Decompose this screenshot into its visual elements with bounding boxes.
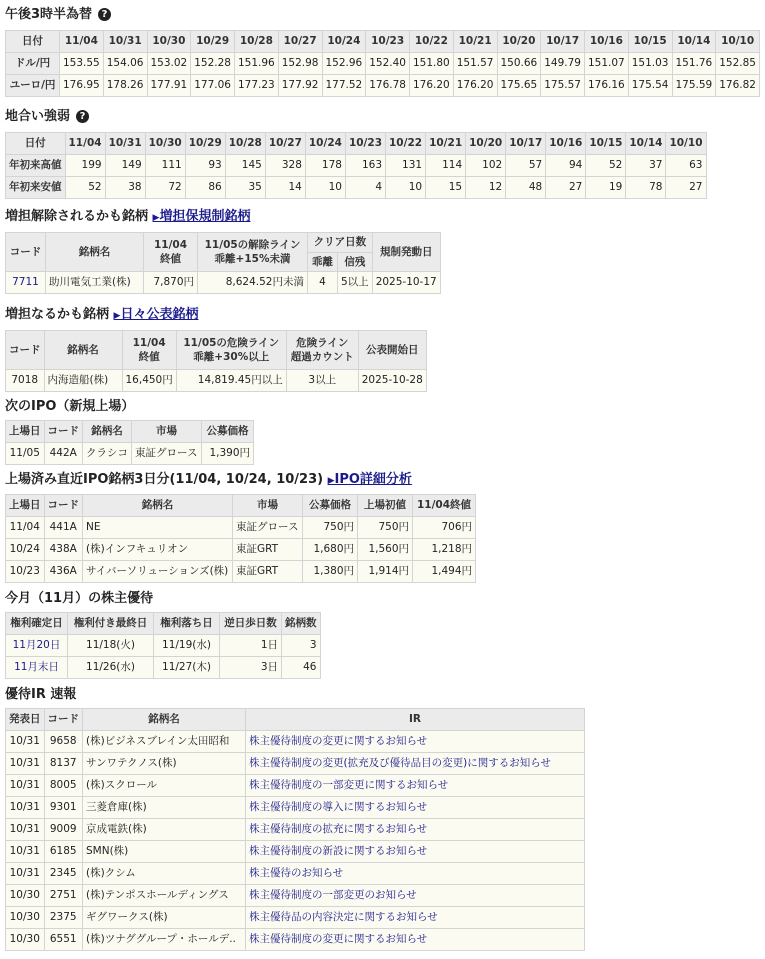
date-header: 10/31 [103,31,147,53]
value-cell: 145 [225,155,265,177]
date-header: 10/20 [497,31,541,53]
stock-name: (株)テンポスホールディングス [83,885,246,907]
stock-name: サイバーソリューションズ(株) [83,561,233,583]
recent-ipo-table [5,494,476,583]
date-header: 10/14 [626,133,666,155]
col-header: 権利落ち日 [154,613,220,635]
col-header: 危険ライン 超過カウント [286,331,358,370]
header-row [6,495,476,517]
row-header: 日付 [6,133,66,155]
value-cell: 151.57 [453,53,497,75]
table-row [6,53,760,75]
date-header: 10/31 [105,133,145,155]
yutai-month-section [5,590,321,679]
stock-code: 441A [44,517,83,539]
first-price: 750円 [358,517,413,539]
regulation-date: 2025-10-17 [372,272,440,294]
announce-date: 10/31 [6,797,45,819]
table-row [6,517,476,539]
close-price: 16,450円 [122,370,176,392]
date-header: 10/20 [466,133,506,155]
header-row [6,31,760,53]
value-cell: 38 [105,177,145,199]
value-cell: 27 [546,177,586,199]
row-label: ドル/円 [6,53,60,75]
col-header: 発表日 [6,709,45,731]
col-header: 銘柄名 [83,421,132,443]
value-cell: 177.52 [322,75,366,97]
stock-code: 6185 [44,841,83,863]
value-cell: 10 [386,177,426,199]
ir-link[interactable]: 株主優待制度の拡充に関するお知らせ [249,823,428,835]
fx-table [5,30,760,97]
value-cell: 151.76 [672,53,716,75]
table-row [6,75,760,97]
table-row [6,753,585,775]
last-trading-date: 11/26(水) [68,657,154,679]
col-header: 11/05の解除ライン 乖離+15%未満 [198,233,308,272]
value-cell: 152.40 [366,53,410,75]
ipo-title: 次のIPO（新規上場） [5,399,135,414]
strength-title: 地合い強弱 ? [5,108,707,126]
help-icon[interactable]: ? [98,8,111,21]
date-header: 10/24 [305,133,345,155]
header-row [6,613,321,635]
col-header: 市場 [233,495,303,517]
value-cell: 152.28 [191,53,235,75]
value-cell: 114 [426,155,466,177]
reverse-days: 3日 [220,657,282,679]
ir-cell [246,819,585,841]
value-cell: 153.02 [147,53,191,75]
release-link[interactable]: ▶増担保規制銘柄 [152,209,251,224]
value-cell: 175.59 [672,75,716,97]
value-cell: 175.54 [628,75,672,97]
stock-code-link[interactable]: 7711 [6,272,46,294]
value-cell: 94 [546,155,586,177]
date-header: 10/28 [225,133,265,155]
yutai-ir-section [5,686,585,951]
col-header: 銘柄名 [46,233,144,272]
value-cell: 153.55 [60,53,104,75]
value-cell: 328 [265,155,305,177]
recent-ipo-title: 上場済み直近IPO銘柄3日分(11/04, 10/24, 10/23) ▶IPO詳細分析 [5,472,412,487]
table-row [6,841,585,863]
value-cell: 63 [666,155,706,177]
announce-date: 10/31 [6,775,45,797]
value-cell: 37 [626,155,666,177]
stock-code: 9009 [44,819,83,841]
value-cell: 149.79 [541,53,585,75]
value-cell: 151.03 [628,53,672,75]
stock-count: 3 [282,635,321,657]
col-header: コード [44,421,83,443]
col-header: 公募価格 [303,495,358,517]
col-header: 11/04 終値 [122,331,176,370]
deviation-days: 4 [308,272,338,294]
col-header: 銘柄名 [83,495,233,517]
offer-price: 750円 [303,517,358,539]
value-cell: 177.23 [235,75,279,97]
value-cell: 14 [265,177,305,199]
recent-ipo-section [5,471,476,583]
col-header: 上場初値 [358,495,413,517]
value-cell: 72 [145,177,185,199]
date-header: 10/23 [366,31,410,53]
yutai-month-table [5,612,321,679]
release-table [5,232,441,294]
ir-cell [246,841,585,863]
stock-code: 7018 [6,370,45,392]
yutai-ir-table [5,708,585,951]
record-date-link-text[interactable]: 11月末日 [14,661,59,673]
date-header: 10/22 [386,133,426,155]
ir-cell [246,885,585,907]
table-row [6,907,585,929]
col-header: 規制発動日 [372,233,440,272]
value-cell: 176.95 [60,75,104,97]
table-row [6,272,441,294]
announce-date: 10/31 [6,841,45,863]
stock-code: 436A [44,561,83,583]
value-cell: 4 [345,177,385,199]
date-header: 10/14 [672,31,716,53]
col-header: 権利確定日 [6,613,68,635]
date-header: 10/15 [628,31,672,53]
value-cell: 151.80 [410,53,454,75]
value-cell: 177.92 [278,75,322,97]
last-trading-date: 11/18(火) [68,635,154,657]
ipo-section [5,398,254,465]
date-header: 10/16 [585,31,629,53]
col-header: 11/04終値 [413,495,476,517]
strength-section [5,108,707,199]
ir-link[interactable]: 株主優待制度の導入に関するお知らせ [249,801,428,813]
ir-cell [246,731,585,753]
value-cell: 151.96 [235,53,279,75]
ir-cell [246,797,585,819]
margin-days: 5以上 [338,272,373,294]
offer-price: 1,680円 [303,539,358,561]
value-cell: 176.82 [716,75,760,97]
value-cell: 52 [65,177,105,199]
value-cell: 102 [466,155,506,177]
first-price: 1,914円 [358,561,413,583]
value-cell: 151.07 [585,53,629,75]
value-cell: 48 [506,177,546,199]
stock-name: 京成電鉄(株) [83,819,246,841]
ir-link[interactable]: 株主優待制度の変更に関するお知らせ [249,735,428,747]
ir-link[interactable]: 株主優待制度の新設に関するお知らせ [249,845,428,857]
value-cell: 57 [506,155,546,177]
stock-code: 442A [44,443,83,465]
row-header: 日付 [6,31,60,53]
market: 東証グロース [233,517,303,539]
release-title: 増担解除されるかも銘柄 ▶増担保規制銘柄 [5,209,251,224]
ir-cell [246,775,585,797]
value-cell: 178 [305,155,345,177]
table-row [6,539,476,561]
value-cell: 86 [185,177,225,199]
table-row [6,635,321,657]
date-header: 11/04 [60,31,104,53]
col-header: 逆日歩日数 [220,613,282,635]
ipo-detail-link[interactable]: ▶IPO詳細分析 [327,472,412,487]
close-price: 7,870円 [144,272,198,294]
value-cell: 175.57 [541,75,585,97]
table-row [6,819,585,841]
daily-title: 増担なるかも銘柄 ▶日々公表銘柄 [5,307,199,322]
stock-name: SMN(株) [83,841,246,863]
value-cell: 111 [145,155,185,177]
table-row [6,155,707,177]
col-header: コード [44,709,83,731]
record-date-link[interactable] [6,635,68,657]
market: 東証GRT [233,539,303,561]
stock-count: 46 [282,657,321,679]
first-price: 1,560円 [358,539,413,561]
col-header: 銘柄名 [83,709,246,731]
close-price: 1,218円 [413,539,476,561]
table-row [6,885,585,907]
ir-link[interactable]: 株主優待品の内容決定に関するお知らせ [249,911,438,923]
value-cell: 19 [586,177,626,199]
value-cell: 152.85 [716,53,760,75]
value-cell: 176.78 [366,75,410,97]
stock-code: 9658 [44,731,83,753]
value-cell: 15 [426,177,466,199]
reverse-days: 1日 [220,635,282,657]
stock-name: 内海造船(株) [44,370,122,392]
announce-date: 10/30 [6,885,45,907]
col-header: 上場日 [6,495,45,517]
date-header: 10/23 [345,133,385,155]
date-header: 10/27 [278,31,322,53]
table-row [6,443,254,465]
col-header: 乖離 [308,253,338,272]
date-header: 10/29 [191,31,235,53]
col-header: 銘柄名 [44,331,122,370]
stock-name: サンワテクノス(株) [83,753,246,775]
ir-cell [246,863,585,885]
value-cell: 154.06 [103,53,147,75]
stock-name: (株)ツナググループ・ホールデ.. [83,929,246,951]
listing-date: 11/05 [6,443,45,465]
stock-name: ギグワークス(株) [83,907,246,929]
col-header: 公表開始日 [358,331,426,370]
value-cell: 163 [345,155,385,177]
yutai-ir-title: 優待IR 速報 [5,687,77,702]
date-header: 11/04 [65,133,105,155]
date-header: 10/21 [453,31,497,53]
header-row [6,133,707,155]
value-cell: 178.26 [103,75,147,97]
table-row [6,929,585,951]
value-cell: 152.96 [322,53,366,75]
record-date-link-text[interactable]: 11月20日 [12,639,61,651]
table-row [6,561,476,583]
stock-name: 三菱倉庫(株) [83,797,246,819]
daily-section [5,306,427,392]
danger-line: 14,819.45円以上 [176,370,286,392]
table-row [6,797,585,819]
announce-date: 10/31 [6,731,45,753]
value-cell: 199 [65,155,105,177]
ex-rights-date: 11/19(水) [154,635,220,657]
table-row [6,731,585,753]
row-label: 年初来高値 [6,155,66,177]
stock-name: クラシコ [83,443,132,465]
value-cell: 149 [105,155,145,177]
date-header: 10/27 [265,133,305,155]
ir-cell [246,753,585,775]
value-cell: 177.91 [147,75,191,97]
date-header: 10/30 [145,133,185,155]
over-count: 3以上 [286,370,358,392]
row-label: ユーロ/円 [6,75,60,97]
date-header: 10/10 [716,31,760,53]
stock-code: 2375 [44,907,83,929]
listing-date: 10/23 [6,561,45,583]
col-header: コード [6,233,46,272]
value-cell: 177.06 [191,75,235,97]
table-row [6,775,585,797]
fx-title: 午後3時半為替 ? [5,6,760,24]
date-header: 10/22 [410,31,454,53]
col-header: 銘柄数 [282,613,321,635]
market: 東証GRT [233,561,303,583]
col-header: IR [246,709,585,731]
col-header: 公募価格 [202,421,254,443]
stock-name: (株)インフキュリオン [83,539,233,561]
col-header: 権利付き最終日 [68,613,154,635]
ex-rights-date: 11/27(木) [154,657,220,679]
stock-name: 助川電気工業(株) [46,272,144,294]
date-header: 10/28 [235,31,279,53]
ir-link[interactable]: 株主優待のお知らせ [249,867,344,879]
value-cell: 93 [185,155,225,177]
offer-price: 1,380円 [303,561,358,583]
col-header: 市場 [132,421,202,443]
value-cell: 12 [466,177,506,199]
value-cell: 176.20 [453,75,497,97]
announce-date: 10/31 [6,863,45,885]
close-price: 706円 [413,517,476,539]
col-header: 11/04 終値 [144,233,198,272]
ir-link[interactable]: 株主優待制度の変更(拡充及び優待品目の変更)に関するお知らせ [249,757,551,769]
yutai-month-title: 今月（11月）の株主優待 [5,591,154,606]
offer-price: 1,390円 [202,443,254,465]
publish-date: 2025-10-28 [358,370,426,392]
strength-table [5,132,707,199]
record-date-link[interactable] [6,657,68,679]
value-cell: 150.66 [497,53,541,75]
stock-code: 6551 [44,929,83,951]
table-row [6,370,427,392]
ir-link[interactable]: 株主優待制度の変更に関するお知らせ [249,933,428,945]
ir-cell [246,929,585,951]
daily-link[interactable]: ▶日々公表銘柄 [113,307,199,322]
date-header: 10/29 [185,133,225,155]
col-header: 上場日 [6,421,45,443]
value-cell: 131 [386,155,426,177]
col-header: コード [44,495,83,517]
ir-link[interactable]: 株主優待制度の一部変更のお知らせ [249,889,417,901]
stock-name: (株)クシム [83,863,246,885]
stock-name: (株)スクロール [83,775,246,797]
header-row [6,709,585,731]
date-header: 10/10 [666,133,706,155]
table-row [6,657,321,679]
stock-code: 8137 [44,753,83,775]
value-cell: 176.16 [585,75,629,97]
market: 東証グロース [132,443,202,465]
value-cell: 35 [225,177,265,199]
daily-table [5,330,427,392]
value-cell: 175.65 [497,75,541,97]
announce-date: 10/30 [6,907,45,929]
value-cell: 176.20 [410,75,454,97]
table-row [6,863,585,885]
close-price: 1,494円 [413,561,476,583]
stock-code: 8005 [44,775,83,797]
ir-cell [246,907,585,929]
help-icon[interactable]: ? [76,110,89,123]
stock-code: 2751 [44,885,83,907]
value-cell: 152.98 [278,53,322,75]
col-header: 信残 [338,253,373,272]
stock-code: 9301 [44,797,83,819]
stock-name: NE [83,517,233,539]
announce-date: 10/31 [6,753,45,775]
date-header: 10/16 [546,133,586,155]
row-label: 年初来安値 [6,177,66,199]
ipo-table [5,420,254,465]
date-header: 10/17 [541,31,585,53]
fx-section [5,6,760,97]
ir-link[interactable]: 株主優待制度の一部変更に関するお知らせ [249,779,449,791]
stock-code: 438A [44,539,83,561]
release-section [5,208,441,294]
listing-date: 10/24 [6,539,45,561]
stock-code: 2345 [44,863,83,885]
date-header: 10/21 [426,133,466,155]
col-header: クリア日数 [308,233,373,253]
value-cell: 52 [586,155,626,177]
date-header: 10/30 [147,31,191,53]
value-cell: 10 [305,177,345,199]
listing-date: 11/04 [6,517,45,539]
table-row [6,177,707,199]
value-cell: 78 [626,177,666,199]
announce-date: 10/31 [6,819,45,841]
announce-date: 10/30 [6,929,45,951]
value-cell: 27 [666,177,706,199]
col-header: コード [6,331,45,370]
release-line: 8,624.52円未満 [198,272,308,294]
col-header: 11/05の危険ライン 乖離+30%以上 [176,331,286,370]
stock-name: (株)ビジネスブレイン太田昭和 [83,731,246,753]
date-header: 10/24 [322,31,366,53]
date-header: 10/17 [506,133,546,155]
date-header: 10/15 [586,133,626,155]
